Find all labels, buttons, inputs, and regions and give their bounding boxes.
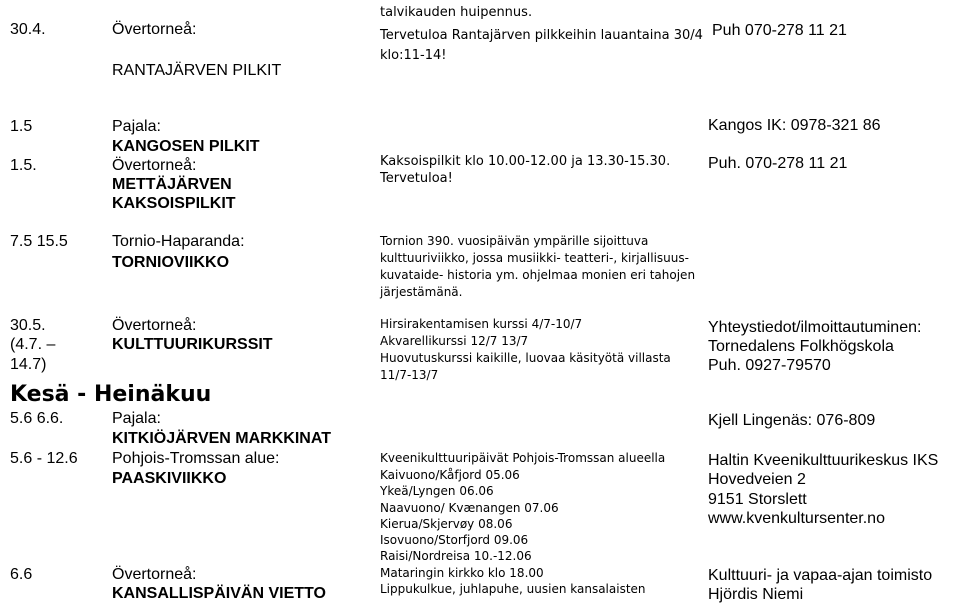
event-description-line: Lippukulkue, juhlapuhe, uusien kansalaisten [380, 582, 646, 596]
contact-line: Yhteystiedot/ilmoittautuminen: [708, 319, 922, 336]
event-place: Pajala: [112, 118, 161, 135]
event-description-line: Isovuono/Storfjord 09.06 [380, 533, 529, 547]
contact-line: Kangos IK: 0978-321 86 [708, 117, 881, 134]
event-place: Pohjois-Tromssan alue: [112, 450, 280, 467]
event-description-line: klo:11-14! [380, 48, 447, 63]
contact-line: Tornedalens Folkhögskola [708, 338, 894, 355]
event-title: RANTAJÄRVEN PILKIT [112, 62, 282, 79]
event-title: PAASKIVIIKKO [112, 470, 227, 487]
event-place: Tornio-Haparanda: [112, 233, 245, 250]
event-date: 5.6 - 12.6 [10, 450, 78, 467]
contact-line: Hovedveien 2 [708, 471, 806, 488]
event-title: KULTTUURIKURSSIT [112, 336, 273, 353]
event-description-line: kulttuuriviikko, jossa musiikki- teatteri-, kirjallisuus- [380, 251, 689, 265]
contact-line: Puh. 070-278 11 21 [708, 155, 848, 172]
event-description-line: Hirsirakentamisen kurssi 4/7-10/7 [380, 317, 583, 331]
event-title: KITKIÖJÄRVEN MARKKINAT [112, 430, 331, 447]
contact-line: 9151 Storslett [708, 491, 807, 508]
event-description-line: Ykeä/Lyngen 06.06 [380, 484, 494, 498]
event-description-line: järjestämänä. [380, 285, 463, 299]
event-description-line: 11/7-13/7 [380, 368, 439, 382]
event-date: 6.6 [10, 566, 33, 583]
event-description-line: talvikauden huipennus. [380, 5, 533, 20]
contact-line: Kjell Lingenäs: 076-809 [708, 412, 876, 429]
event-description-line: Tervetuloa! [380, 171, 453, 186]
event-place: Övertorneå: [112, 157, 197, 174]
event-date: 30.5. [10, 317, 46, 334]
event-date: 1.5. [10, 157, 37, 174]
event-date: 14.7) [10, 356, 47, 373]
event-title: KAKSOISPILKIT [112, 195, 236, 212]
contact-line: Kulttuuri- ja vapaa-ajan toimisto [708, 567, 933, 584]
event-place: Pajala: [112, 410, 161, 427]
event-date: 30.4. [10, 21, 46, 38]
event-description-line: Tornion 390. vuosipäivän ympärille sijoittuva [380, 234, 649, 248]
event-place: Övertorneå: [112, 317, 197, 334]
event-description-line: Kaksoispilkit klo 10.00-12.00 ja 13.30-15.30. [380, 154, 671, 169]
event-description-line: Kveenikulttuuripäivät Pohjois-Tromssan alueella [380, 451, 666, 465]
event-title: KANGOSEN PILKIT [112, 138, 260, 155]
event-description-line: Tervetuloa Rantajärven pilkkeihin lauantaina 30/4 [380, 28, 703, 43]
event-description-line: kuvataide- historia ym. ohjelmaa monien eri tahojen [380, 268, 696, 282]
contact-line: Puh. 0927-79570 [708, 357, 831, 374]
event-title: METTÄJÄRVEN [112, 176, 232, 193]
event-date: 7.5 15.5 [10, 233, 68, 250]
event-date: 5.6 6.6. [10, 410, 64, 427]
event-description-line: Akvarellikurssi 12/7 13/7 [380, 334, 529, 348]
event-title: TORNIOVIIKKO [112, 254, 230, 271]
contact-line: www.kvenkultursenter.no [708, 510, 885, 527]
contact-line: Hjördis Niemi [708, 586, 804, 603]
contact-line: Puh 070-278 11 21 [712, 22, 847, 39]
event-description-line: Naavuono/ Kvænangen 07.06 [380, 501, 559, 515]
event-description-line: Kaivuono/Kåfjord 05.06 [380, 468, 520, 482]
contact-line: Haltin Kveenikulttuurikeskus IKS [708, 452, 939, 469]
event-place: Övertorneå: [112, 566, 197, 583]
event-description-line: Mataringin kirkko klo 18.00 [380, 566, 544, 580]
event-date: 1.5 [10, 118, 33, 135]
event-title: KANSALLISPÄIVÄN VIETTO [112, 585, 326, 602]
event-description-line: Kierua/Skjervøy 08.06 [380, 517, 513, 531]
section-heading: Kesä - Heinäkuu [10, 382, 212, 407]
event-place: Övertorneå: [112, 21, 197, 38]
event-description-line: Raisi/Nordreisa 10.-12.06 [380, 549, 532, 563]
event-date: (4.7. – [10, 336, 56, 353]
event-description-line: Huovutuskurssi kaikille, luovaa käsityötä villasta [380, 351, 671, 365]
